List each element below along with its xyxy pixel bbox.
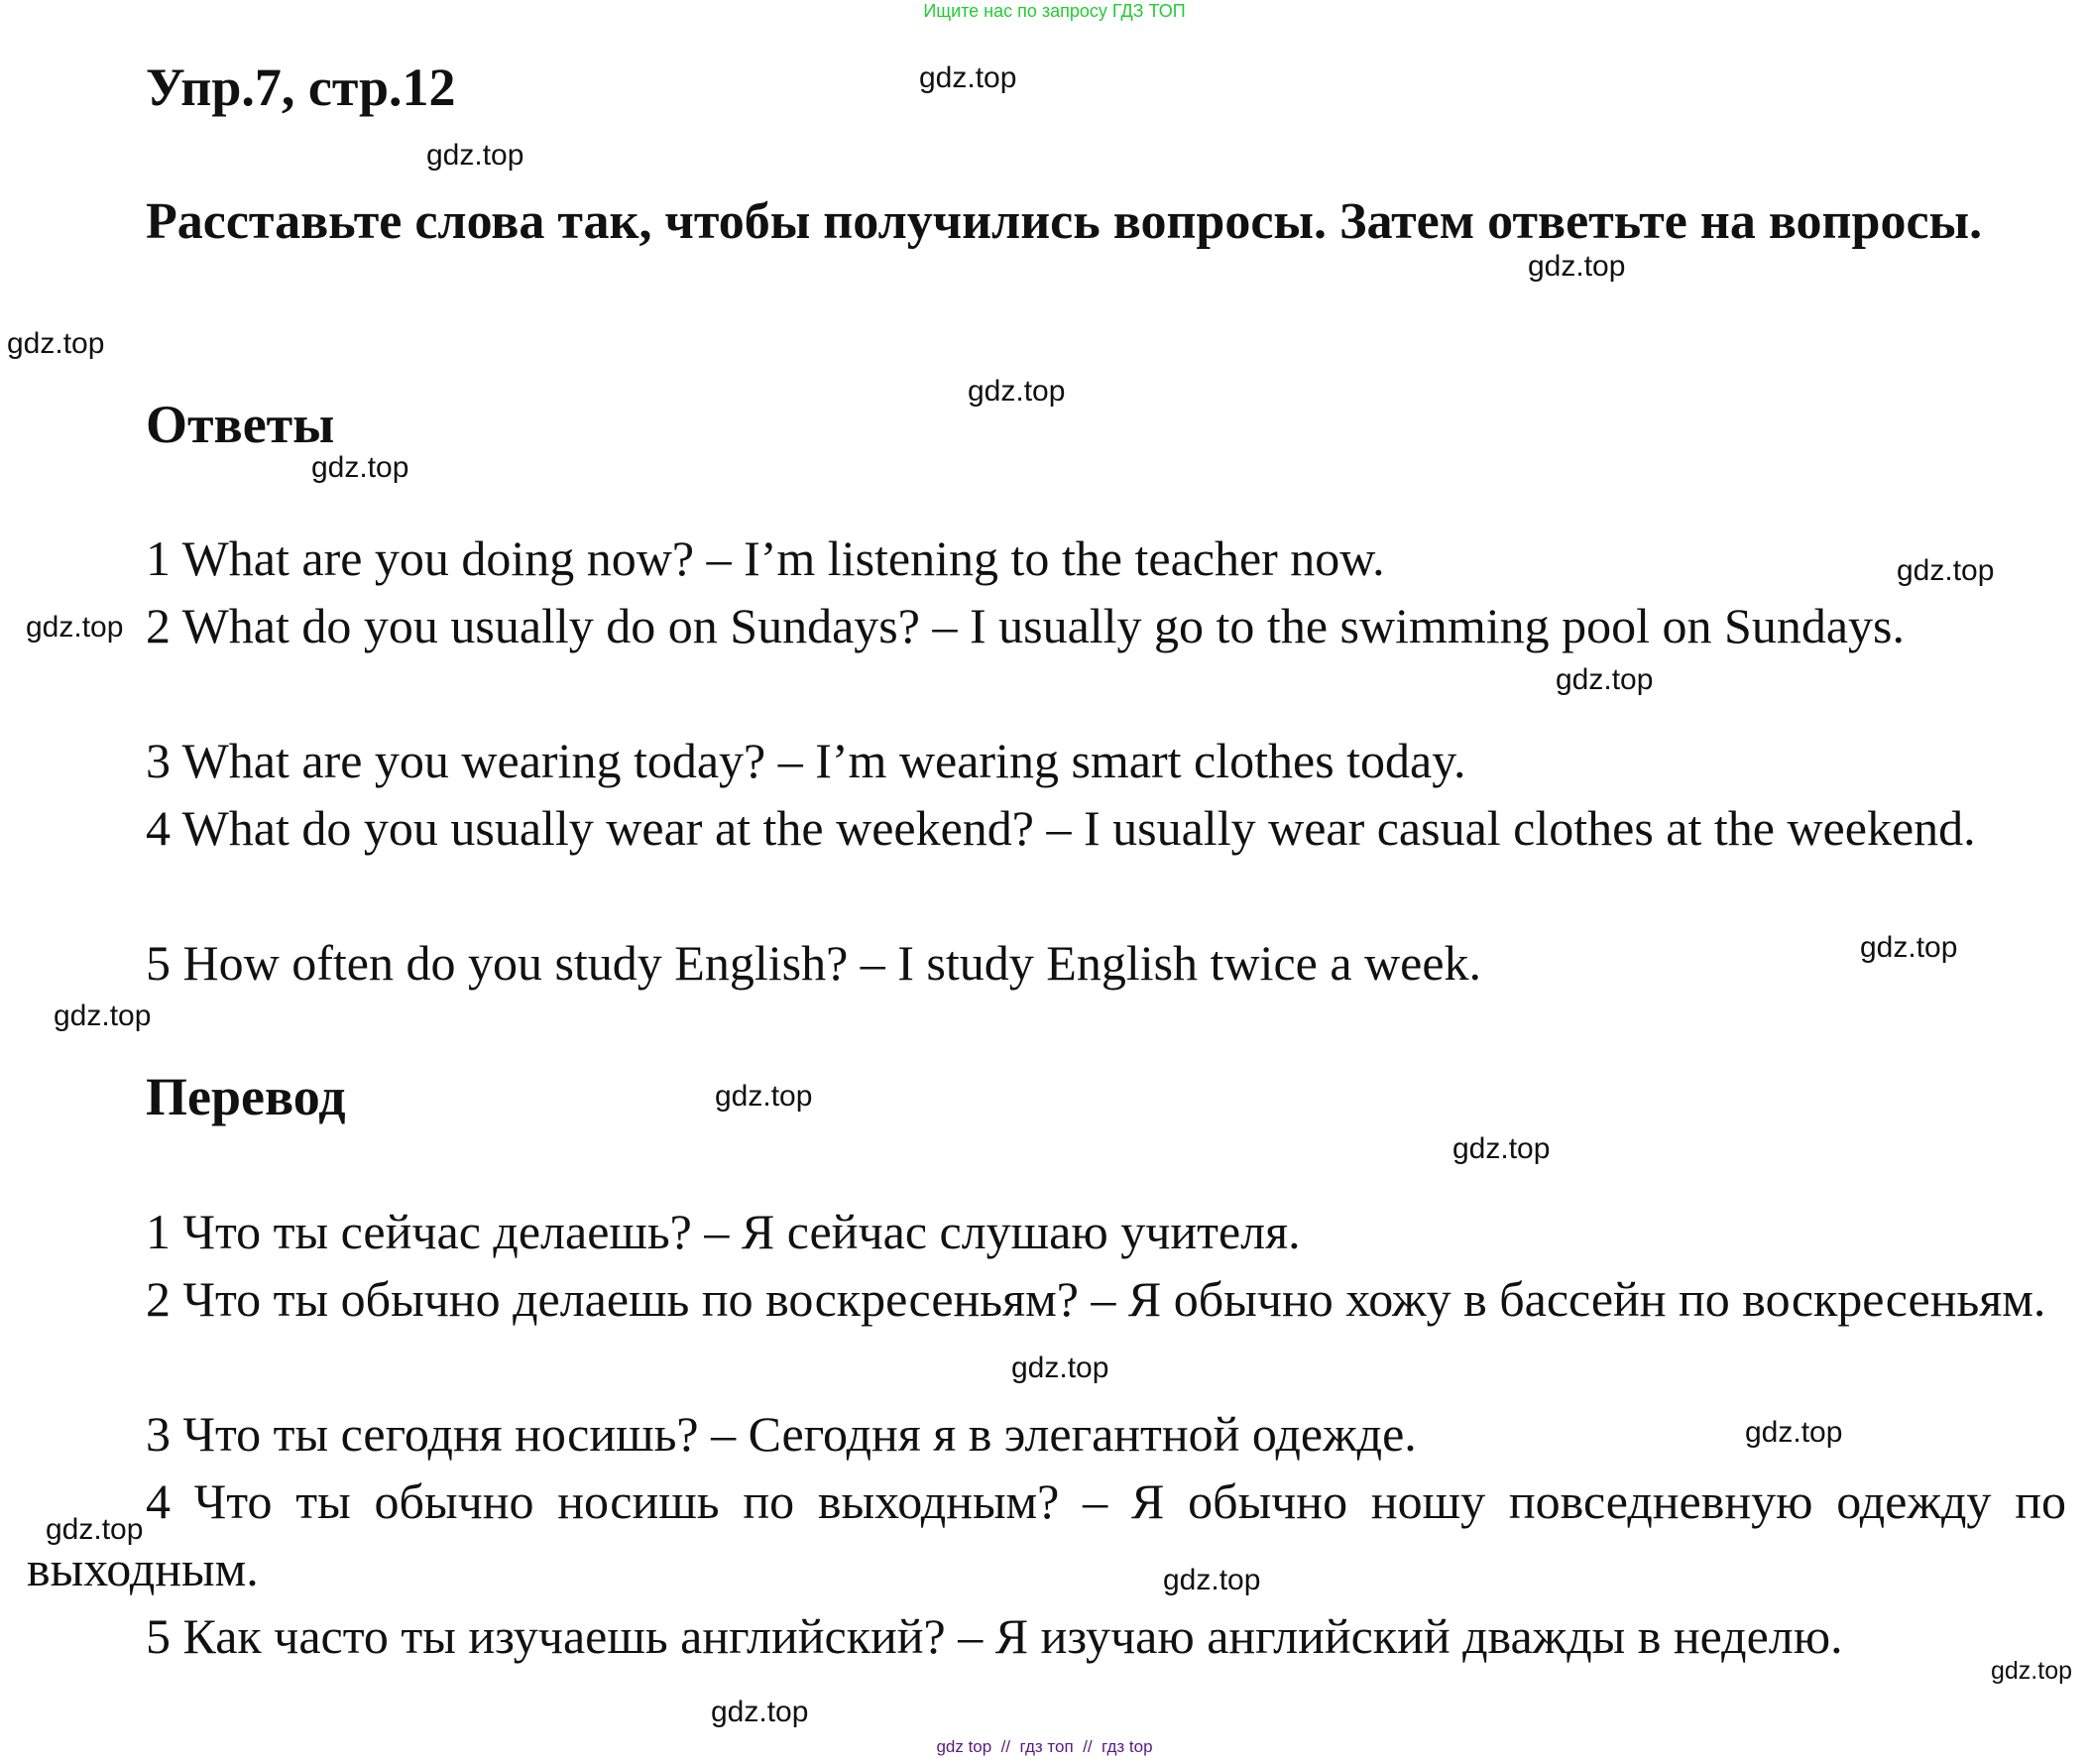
translation-heading: Перевод	[146, 1067, 346, 1126]
watermark: gdz.top	[1163, 1564, 1261, 1596]
page-title: Упр.7, стр.12	[146, 58, 456, 117]
watermark: gdz.top	[1556, 663, 1654, 696]
answer-5: 5 How often do you study English? – I study English twice a week.	[146, 935, 1482, 991]
watermark: gdz.top	[1011, 1352, 1109, 1384]
watermark: gdz.top	[311, 451, 409, 484]
translation-1: 1 Что ты сейчас делаешь? – Я сейчас слушаю учителя.	[146, 1204, 1301, 1259]
instruction: Расставьте слова так, чтобы получились вопросы. Затем ответьте на вопросы.	[146, 193, 1983, 250]
translation-3: 3 Что ты сегодня носишь? – Сегодня я в элегантной одежде.	[146, 1406, 1417, 1462]
answer-1: 1 What are you doing now? – I’m listening to the teacher now.	[146, 530, 1385, 586]
answers-heading: Ответы	[146, 395, 335, 454]
watermark: gdz.top	[54, 1000, 152, 1032]
translation-4: 4 Что ты обычно носишь по выходным? – Я обычно ношу повседневную одежду по выходным.	[27, 1473, 2066, 1596]
watermark: gdz.top	[426, 139, 524, 172]
search-banner: Ищите нас по запросу ГДЗ ТОП	[923, 1, 1186, 21]
watermark: gdz.top	[1860, 931, 1958, 964]
watermark: gdz.top	[26, 611, 124, 644]
watermark: gdz.top	[711, 1696, 809, 1728]
watermark: gdz.top	[1452, 1132, 1551, 1165]
watermark: gdz.top	[7, 327, 105, 360]
translation-5: 5 Как часто ты изучаешь английский? – Я изучаю английский дважды в неделю.	[146, 1608, 1843, 1664]
watermark: gdz.top	[715, 1080, 813, 1113]
answer-2: 2 What do you usually do on Sundays? – I usually go to the swimming pool on Sundays.	[146, 598, 1905, 653]
watermark: gdz.top	[1745, 1416, 1843, 1449]
watermark: gdz.top	[968, 375, 1066, 408]
footer-watermark: gdz top // гдз топ // гдз top	[936, 1737, 1153, 1756]
answer-3: 3 What are you wearing today? – I’m wearing smart clothes today.	[146, 733, 1466, 788]
answer-4: 4 What do you usually wear at the weekend? – I usually wear casual clothes at the weekend.	[146, 800, 1976, 856]
watermark: gdz.top	[1528, 250, 1626, 283]
watermark: gdz.top	[1991, 1657, 2073, 1685]
watermark: gdz.top	[919, 61, 1017, 94]
watermark: gdz.top	[46, 1513, 144, 1546]
watermark: gdz.top	[1897, 554, 1995, 587]
translation-2: 2 Что ты обычно делаешь по воскресеньям? – Я обычно хожу в бассейн по воскресеньям.	[146, 1271, 2046, 1327]
